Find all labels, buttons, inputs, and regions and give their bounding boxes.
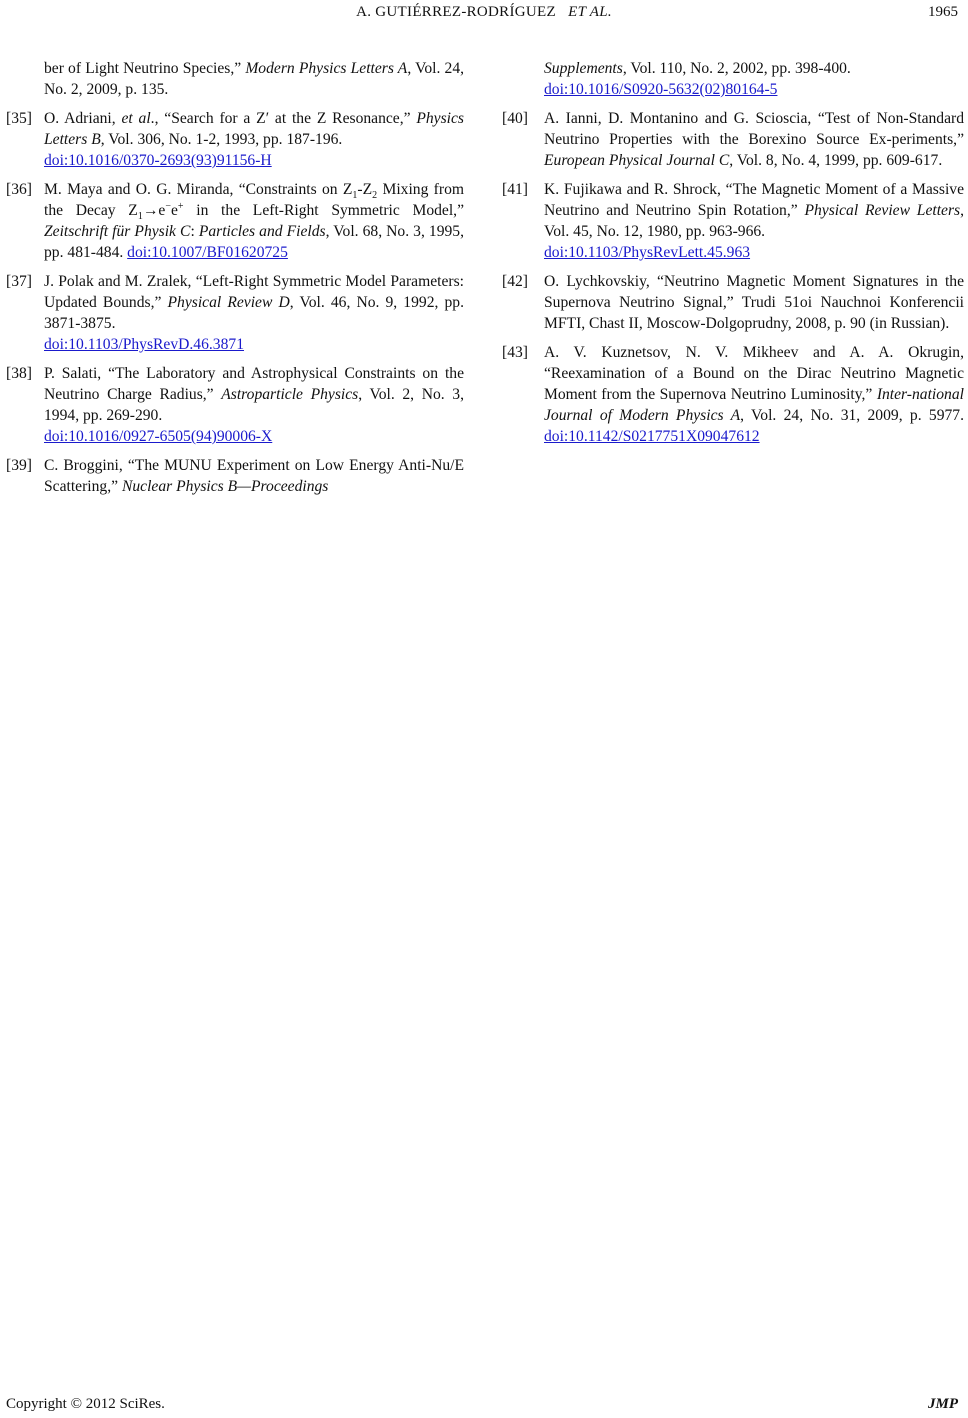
ref-journal: Particles and Fields (198, 223, 326, 240)
ref-text: O. Adriani, (44, 110, 122, 127)
ref-text: , Vol. 24, No. 2, 2009, p. 135. (44, 60, 465, 98)
reference-39 (6, 455, 464, 497)
ref-journal: Astroparticle Physics (221, 386, 359, 403)
ref-et-al: et al (121, 110, 151, 127)
ref-text: -Z (357, 181, 373, 198)
running-header (0, 0, 968, 30)
ref-journal: Physics Letters B (44, 110, 464, 148)
ref-number: [35] (6, 110, 32, 127)
ref-text: →e (142, 202, 166, 219)
header-author-names: A. GUTIÉRREZ-RODRÍGUEZ (356, 4, 556, 20)
doi-link[interactable]: doi:10.1142/S0217751X09047612 (544, 428, 760, 445)
ref-text: J. Polak and M. Zralek, “Left-Right Symmetric Model Parameters: Updated Bounds,” (44, 273, 464, 311)
left-column (6, 58, 464, 505)
doi-link[interactable]: doi:10.1007/BF01620725 (127, 244, 288, 261)
reference-34-continued (6, 58, 464, 100)
copyright-notice: Copyright © 2012 SciRes. (6, 1396, 165, 1412)
ref-text: A. Ianni, D. Montanino and G. Scioscia, “Test of Non-Standard Neutrino Properties with the Borexino Source Ex-periments,” (544, 110, 964, 148)
ref-journal: Zeitschrift für Physik C (44, 223, 191, 240)
ref-text: , Vol. 2, No. 3, 1994, pp. 269-290. (44, 386, 464, 424)
ref-text: P. Salati, “The Laboratory and Astrophysical Constraints on the Neutrino Charge Radius,” (44, 365, 464, 403)
doi-link[interactable]: doi:10.1016/S0920-5632(02)80164-5 (544, 81, 778, 98)
ref-text: , Vol. 110, No. 2, 2002, pp. 398-400. (622, 60, 851, 77)
ref-text: C. Broggini, “The MUNU Experiment on Low Energy Anti-Nu/E Scattering,” (44, 457, 464, 495)
doi-link[interactable]: doi:10.1016/0370-2693(93)91156-H (44, 152, 272, 169)
ref-text: , Vol. 24, No. 31, 2009, p. 5977. (740, 407, 964, 424)
reference-36 (6, 179, 464, 263)
ref-text: , Vol. 45, No. 12, 1980, pp. 963-966. (544, 202, 964, 240)
ref-number: [43] (502, 344, 528, 361)
ref-journal: Modern Physics Letters A (245, 60, 408, 77)
superscript: − (165, 200, 171, 212)
ref-number: [41] (502, 181, 528, 198)
ref-journal: Physical Review Letters (804, 202, 961, 219)
ref-text: , Vol. 306, No. 1-2, 1993, pp. 187-196. (100, 131, 343, 148)
ref-text: O. Lychkovskiy, “Neutrino Magnetic Moment Signatures in the Supernova Neutrino Signal,” Trudi 51oi Nauchnoi Konferencii MFTI, Chast II, Moscow-Dolgoprudny, 2008, p. 90 (in Russian). (544, 273, 964, 332)
ref-journal: European Physical Journal C (544, 152, 730, 169)
ref-number: [40] (502, 110, 528, 127)
page-number: 1965 (928, 4, 958, 20)
reference-43 (502, 342, 964, 447)
ref-text: in the Left-Right Symmetric Model,” (183, 202, 464, 219)
ref-text: , Vol. 68, No. 3, 1995, pp. 481-484. (44, 223, 464, 261)
subscript: 1 (352, 190, 358, 202)
ref-journal: Nuclear Physics B—Proceedings (121, 478, 329, 495)
ref-text: Mixing from the Decay Z (44, 181, 464, 219)
ref-text: e (170, 202, 178, 219)
ref-number: [39] (6, 457, 32, 474)
reference-39-continued (502, 58, 964, 100)
ref-text: , Vol. 46, No. 9, 1992, pp. 3871-3875. (44, 294, 464, 332)
subscript: 2 (372, 190, 378, 202)
ref-number: [38] (6, 365, 32, 382)
superscript: + (177, 200, 184, 212)
ref-number: [42] (502, 273, 528, 290)
ref-text: ., “Search for a Z′ at the Z Resonance,” (150, 110, 417, 127)
doi-link[interactable]: doi:10.1103/PhysRevLett.45.963 (544, 244, 751, 261)
ref-text: ber of Light Neutrino Species,” (44, 60, 246, 77)
reference-35 (6, 108, 464, 171)
journal-abbreviation: JMP (928, 1396, 958, 1412)
ref-journal: Physical Review D (167, 294, 290, 311)
header-et-al: ET AL. (568, 4, 612, 20)
right-column (502, 58, 964, 455)
running-header-authors (0, 4, 968, 21)
ref-text: : (190, 223, 199, 240)
ref-text: , Vol. 8, No. 4, 1999, pp. 609-617. (729, 152, 943, 169)
ref-text: M. Maya and O. G. Miranda, “Constraints on Z (44, 181, 353, 198)
subscript: 1 (137, 211, 143, 223)
reference-42 (502, 271, 964, 334)
ref-journal: Inter-national Journal of Modern Physics A (544, 386, 964, 424)
ref-text: A. V. Kuznetsov, N. V. Mikheev and A. A. Okrugin, “Reexamination of a Bound on the Dirac Neutrino Magnetic Moment from the Supernova Neutrino Luminosity,” (544, 344, 964, 403)
reference-37 (6, 271, 464, 355)
reference-41 (502, 179, 964, 263)
doi-link[interactable]: doi:10.1103/PhysRevD.46.3871 (44, 336, 244, 353)
reference-40 (502, 108, 964, 171)
ref-text: K. Fujikawa and R. Shrock, “The Magnetic Moment of a Massive Neutrino and Neutrino Spin Rotation,” (544, 181, 964, 219)
doi-link[interactable]: doi:10.1016/0927-6505(94)90006-X (44, 428, 273, 445)
reference-38 (6, 363, 464, 447)
ref-journal: Supplements (544, 60, 623, 77)
ref-number: [37] (6, 273, 32, 290)
ref-number: [36] (6, 181, 32, 198)
